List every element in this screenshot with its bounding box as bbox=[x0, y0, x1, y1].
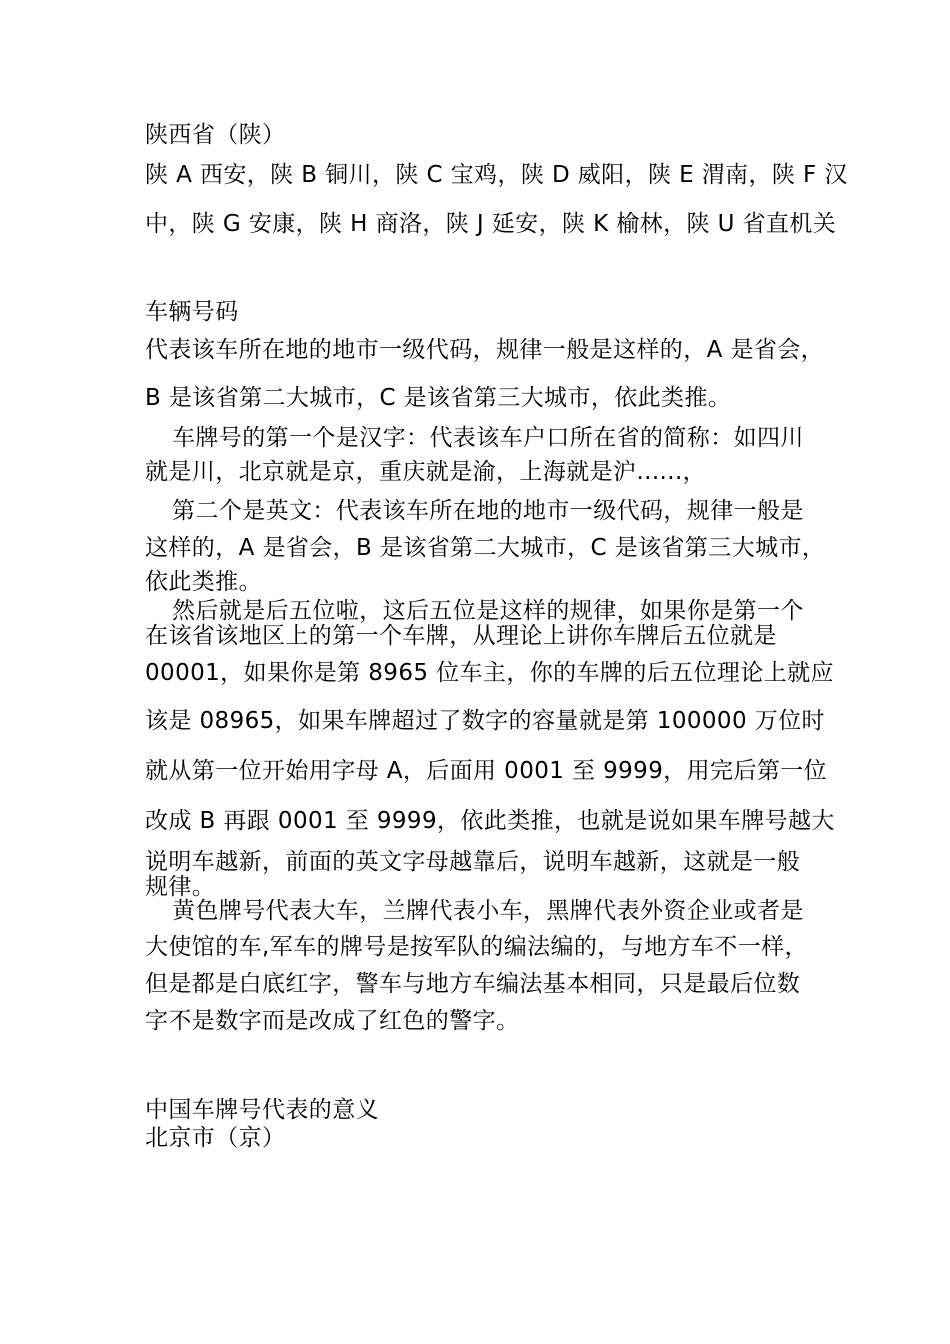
colors-line-1: 黄色牌号代表大车，兰牌代表小车，黑牌代表外资企业或者是 bbox=[172, 898, 804, 924]
second-char-line-2: 这样的，A 是省会，B 是该省第二大城市，C 是该省第三大城市， bbox=[145, 535, 826, 561]
beijing-heading: 北京市（京） bbox=[145, 1125, 286, 1151]
vehicle-number-heading: 车辆号码 bbox=[145, 299, 239, 325]
last-five-line-4: 该是 08965，如果车牌超过了数字的容量就是第 100000 万位时 bbox=[145, 708, 825, 734]
first-char-line-1: 车牌号的第一个是汉字：代表该车户口所在省的简称：如四川 bbox=[172, 425, 804, 451]
vehicle-number-line-2: B 是该省第二大城市，C 是该省第三大城市，依此类推。 bbox=[145, 385, 732, 411]
colors-line-4: 字不是数字而是改成了红色的警字。 bbox=[145, 1008, 520, 1034]
first-char-line-2: 就是川，北京就是京，重庆就是渝，上海就是沪......， bbox=[145, 459, 707, 485]
second-char-line-1: 第二个是英文：代表该车所在地的地市一级代码，规律一般是 bbox=[172, 498, 804, 524]
colors-line-3: 但是都是白底红字，警车与地方车编法基本相同，只是最后位数 bbox=[145, 971, 801, 997]
last-five-line-3: 00001，如果你是第 8965 位车主，你的车牌的后五位理论上就应 bbox=[145, 660, 834, 686]
last-five-line-5: 就从第一位开始用字母 A，后面用 0001 至 9999，用完后第一位 bbox=[145, 758, 828, 784]
second-char-line-3: 依此类推。 bbox=[145, 569, 262, 595]
shaanxi-codes-line-1: 陕 A 西安，陕 B 铜川，陕 C 宝鸡，陕 D 威阳，陕 E 渭南，陕 F 汉 bbox=[145, 162, 848, 188]
colors-line-2: 大使馆的车,军车的牌号是按军队的编法编的，与地方车不一样， bbox=[145, 934, 808, 960]
last-five-line-7: 说明车越新，前面的英文字母越靠后，说明车越新，这就是一般 bbox=[145, 849, 801, 875]
last-five-line-1: 然后就是后五位啦，这后五位是这样的规律，如果你是第一个 bbox=[172, 598, 804, 624]
last-five-line-6: 改成 B 再跟 0001 至 9999，依此类推，也就是说如果车牌号越大 bbox=[145, 808, 835, 834]
last-five-line-2: 在该省该地区上的第一个车牌，从理论上讲你车牌后五位就是 bbox=[145, 623, 777, 649]
meaning-heading: 中国车牌号代表的意义 bbox=[145, 1097, 379, 1123]
vehicle-number-line-1: 代表该车所在地的地市一级代码，规律一般是这样的，A 是省会， bbox=[145, 337, 825, 363]
last-five-line-8: 规律。 bbox=[145, 874, 216, 900]
shaanxi-codes-line-2: 中，陕 G 安康，陕 H 商洛，陕 J 延安，陕 K 榆林，陕 U 省直机关 bbox=[145, 211, 837, 237]
shaanxi-heading: 陕西省（陕） bbox=[145, 122, 286, 148]
